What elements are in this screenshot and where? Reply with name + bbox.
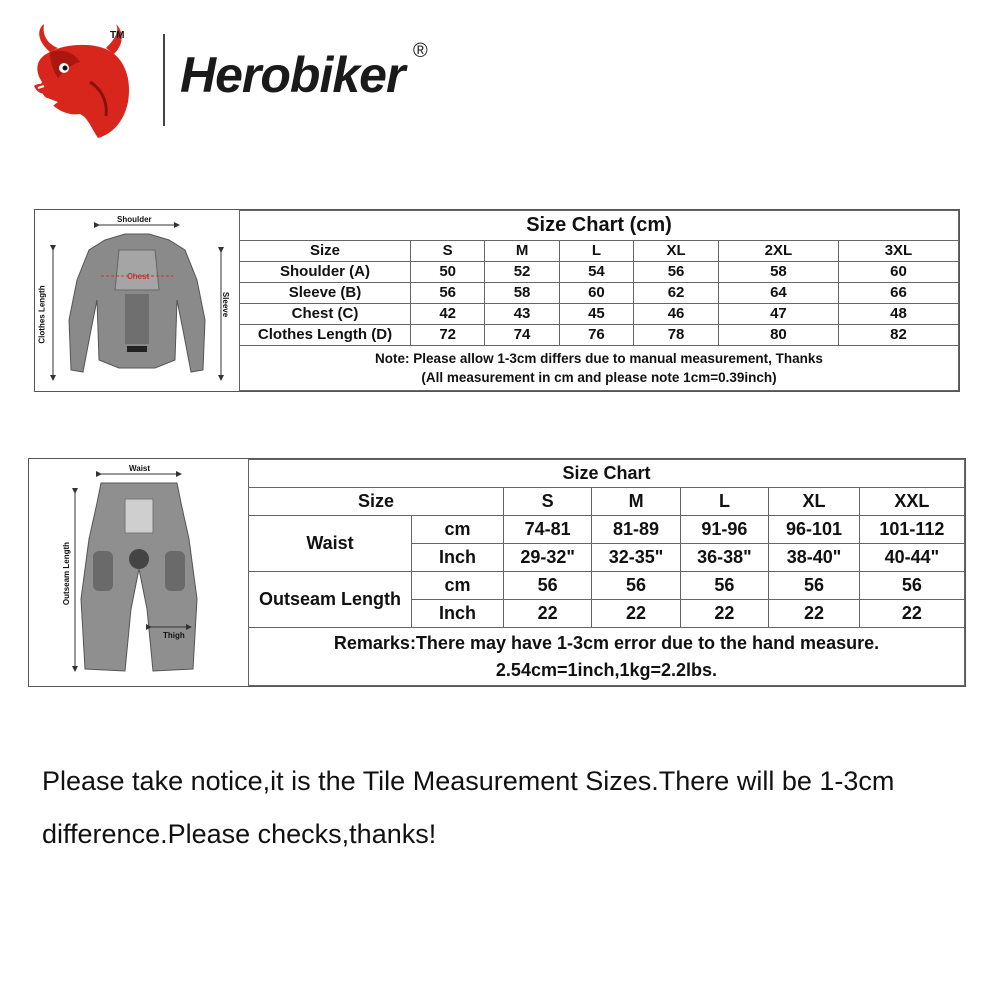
table-cell: 72 [411,324,485,345]
table-row [249,488,965,516]
table-cell: 36-38" [680,544,768,572]
table-cell: 91-96 [680,516,768,544]
table-cell: 52 [485,261,559,282]
notice-line-2: difference.Please checks,thanks! [42,819,437,849]
table-cell: 56 [504,572,592,600]
table-row [240,324,959,345]
waist-label-cell: Waist [249,516,412,572]
table-cell: 56 [680,572,768,600]
table-cell: 29-32" [504,544,592,572]
size-col: XXL [859,488,964,516]
table-cell: 50 [411,261,485,282]
size-header: Size [249,488,504,516]
registered-mark: ® [413,40,428,62]
jacket-illustration [35,210,239,391]
table-cell: 22 [859,600,964,628]
table-cell: 56 [859,572,964,600]
size-col: M [592,488,680,516]
size-header: Size [240,241,411,262]
table-cell: 38-40" [769,544,860,572]
size-col: 2XL [718,241,838,262]
table-cell: 22 [680,600,768,628]
table-cell: 45 [559,303,633,324]
jacket-size-chart [34,209,960,392]
size-col: 3XL [838,241,958,262]
table-cell: 56 [769,572,860,600]
outseam-label-cell: Outseam Length [249,572,412,628]
table-cell: 101-112 [859,516,964,544]
table-cell: 76 [559,324,633,345]
table-cell: 43 [485,303,559,324]
remarks-row [249,628,965,686]
table-row [249,572,965,600]
table-cell: 74 [485,324,559,345]
table-cell: 96-101 [769,516,860,544]
outseam-length-label: Outseam Length [62,541,72,606]
clothes-length-label: Clothes Length [37,285,47,344]
row-label: Sleeve (B) [240,282,411,303]
table-cell: 74-81 [504,516,592,544]
size-col: L [680,488,768,516]
table-cell: 81-89 [592,516,680,544]
pants-size-table [248,459,965,686]
table-row [249,516,965,544]
table-cell: 60 [838,261,958,282]
size-col: M [485,241,559,262]
table-cell: 32-35" [592,544,680,572]
table-cell: 66 [838,282,958,303]
measurement-notice [42,755,992,861]
table-cell: 62 [634,282,719,303]
unit-cell: Inch [412,600,504,628]
table-cell: 58 [485,282,559,303]
pants-remarks [249,628,965,686]
table-cell: 60 [559,282,633,303]
table-row [240,261,959,282]
chest-label: Chest [127,272,150,281]
table-cell: 78 [634,324,719,345]
note-row [240,345,959,390]
header-divider [163,34,165,126]
pants-table-title: Size Chart [249,460,965,488]
table-cell: 56 [634,261,719,282]
remarks-line-2: 2.54cm=1inch,1kg=2.2lbs. [495,659,718,680]
row-label: Chest (C) [240,303,411,324]
remarks-line-1: Remarks:There may have 1-3cm error due to the hand measure. [333,632,880,653]
note-line-1: Note: Please allow 1-3cm differs due to manual measurement, Thanks [375,350,823,366]
row-label: Clothes Length (D) [240,324,411,345]
size-col: S [411,241,485,262]
note-line-2: (All measurement in cm and please note 1cm=0.39inch) [421,369,777,385]
table-row [240,303,959,324]
unit-cell: cm [412,572,504,600]
table-cell: 46 [634,303,719,324]
table-cell: 80 [718,324,838,345]
jacket-table-title: Size Chart (cm) [240,211,959,241]
shoulder-label: Shoulder [117,215,152,224]
notice-line-1: Please take notice,it is the Tile Measurement Sizes.There will be 1-3cm [42,766,895,796]
trademark-mark: TM [110,30,125,41]
table-row [240,282,959,303]
table-cell: 54 [559,261,633,282]
table-cell: 22 [592,600,680,628]
jacket-figure [35,210,240,391]
table-cell: 40-44" [859,544,964,572]
table-cell: 47 [718,303,838,324]
table-cell: 56 [592,572,680,600]
table-cell: 22 [769,600,860,628]
table-cell: 42 [411,303,485,324]
row-label: Shoulder (A) [240,261,411,282]
unit-cell: Inch [412,544,504,572]
table-cell: 56 [411,282,485,303]
pants-figure [29,459,249,686]
size-col: S [504,488,592,516]
table-cell: 64 [718,282,838,303]
table-cell: 22 [504,600,592,628]
table-row [240,241,959,262]
size-col: XL [769,488,860,516]
waist-label: Waist [129,464,151,473]
size-col: XL [634,241,719,262]
table-cell: 82 [838,324,958,345]
pants-size-chart [28,458,966,687]
size-col: L [559,241,633,262]
sleeve-label: Sleeve [221,291,231,318]
table-cell: 48 [838,303,958,324]
brand-name: Herobiker [180,47,405,103]
jacket-note [240,345,959,390]
thigh-label: Thigh [163,631,185,640]
jacket-size-table [239,210,959,391]
table-cell: 58 [718,261,838,282]
unit-cell: cm [412,516,504,544]
